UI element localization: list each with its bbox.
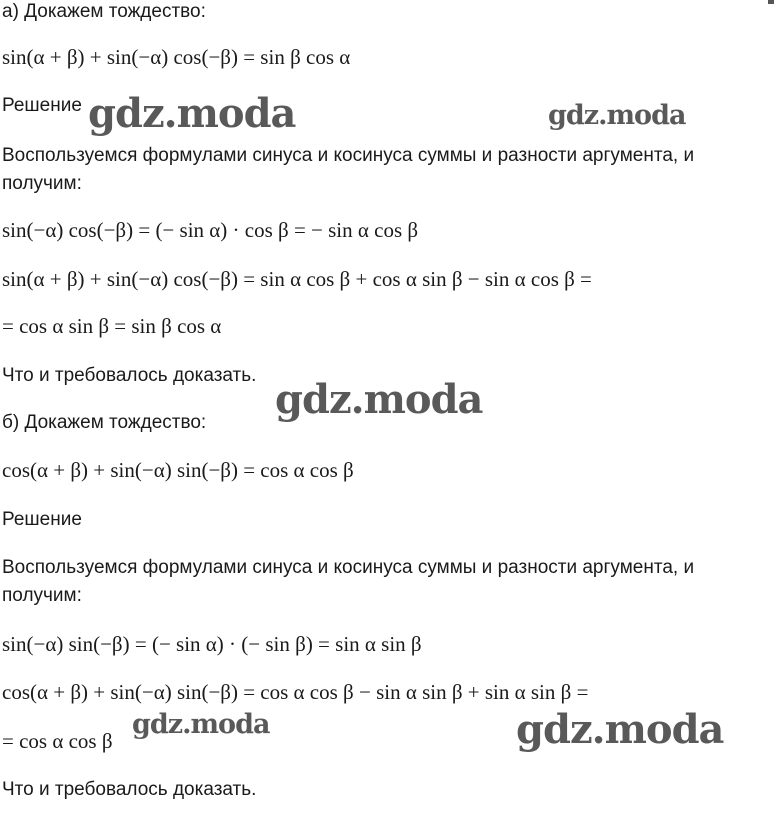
watermark-logo: gdz.moda	[88, 90, 296, 137]
part-a-heading: а) Докажем тождество:	[2, 1, 206, 22]
watermark-logo: gdz.moda	[516, 706, 724, 753]
part-b-intro-line2: получим:	[2, 585, 82, 606]
part-b-identity: cos(α + β) + sin(−α) sin(−β) = cos α cos β	[2, 458, 354, 482]
part-a-conclusion: Что и требовалось доказать.	[2, 365, 257, 386]
part-b-step2: cos(α + β) + sin(−α) sin(−β) = cos α cos β − sin α sin β + sin α sin β =	[2, 680, 589, 704]
part-b-heading: б) Докажем тождество:	[2, 412, 207, 433]
part-b-conclusion: Что и требовалось доказать.	[2, 779, 257, 800]
part-b-step1: sin(−α) sin(−β) = (− sin α) · (− sin β) = sin α sin β	[2, 632, 422, 656]
corner-mark	[768, 0, 774, 4]
watermark-logo: gdz.moda	[548, 100, 686, 131]
part-b-step3: = cos α cos β	[2, 729, 113, 753]
part-b-solution-label: Решение	[2, 509, 82, 530]
part-a-intro-line1: Воспользуемся формулами синуса и косинуса суммы и разности аргумента, и	[2, 145, 695, 166]
part-a-intro-line2: получим:	[2, 173, 82, 194]
part-a-solution-label: Решение	[2, 95, 82, 116]
part-a-step3: = cos α sin β = sin β cos α	[2, 314, 222, 338]
part-a-identity: sin(α + β) + sin(−α) cos(−β) = sin β cos α	[2, 45, 351, 69]
part-a-step2: sin(α + β) + sin(−α) cos(−β) = sin α cos β + cos α sin β − sin α cos β =	[2, 267, 592, 291]
watermark-logo: gdz.moda	[275, 376, 483, 423]
watermark-logo: gdz.moda	[132, 709, 270, 740]
part-b-intro-line1: Воспользуемся формулами синуса и косинуса суммы и разности аргумента, и	[2, 557, 695, 578]
part-a-step1: sin(−α) cos(−β) = (− sin α) · cos β = − sin α cos β	[2, 218, 419, 242]
